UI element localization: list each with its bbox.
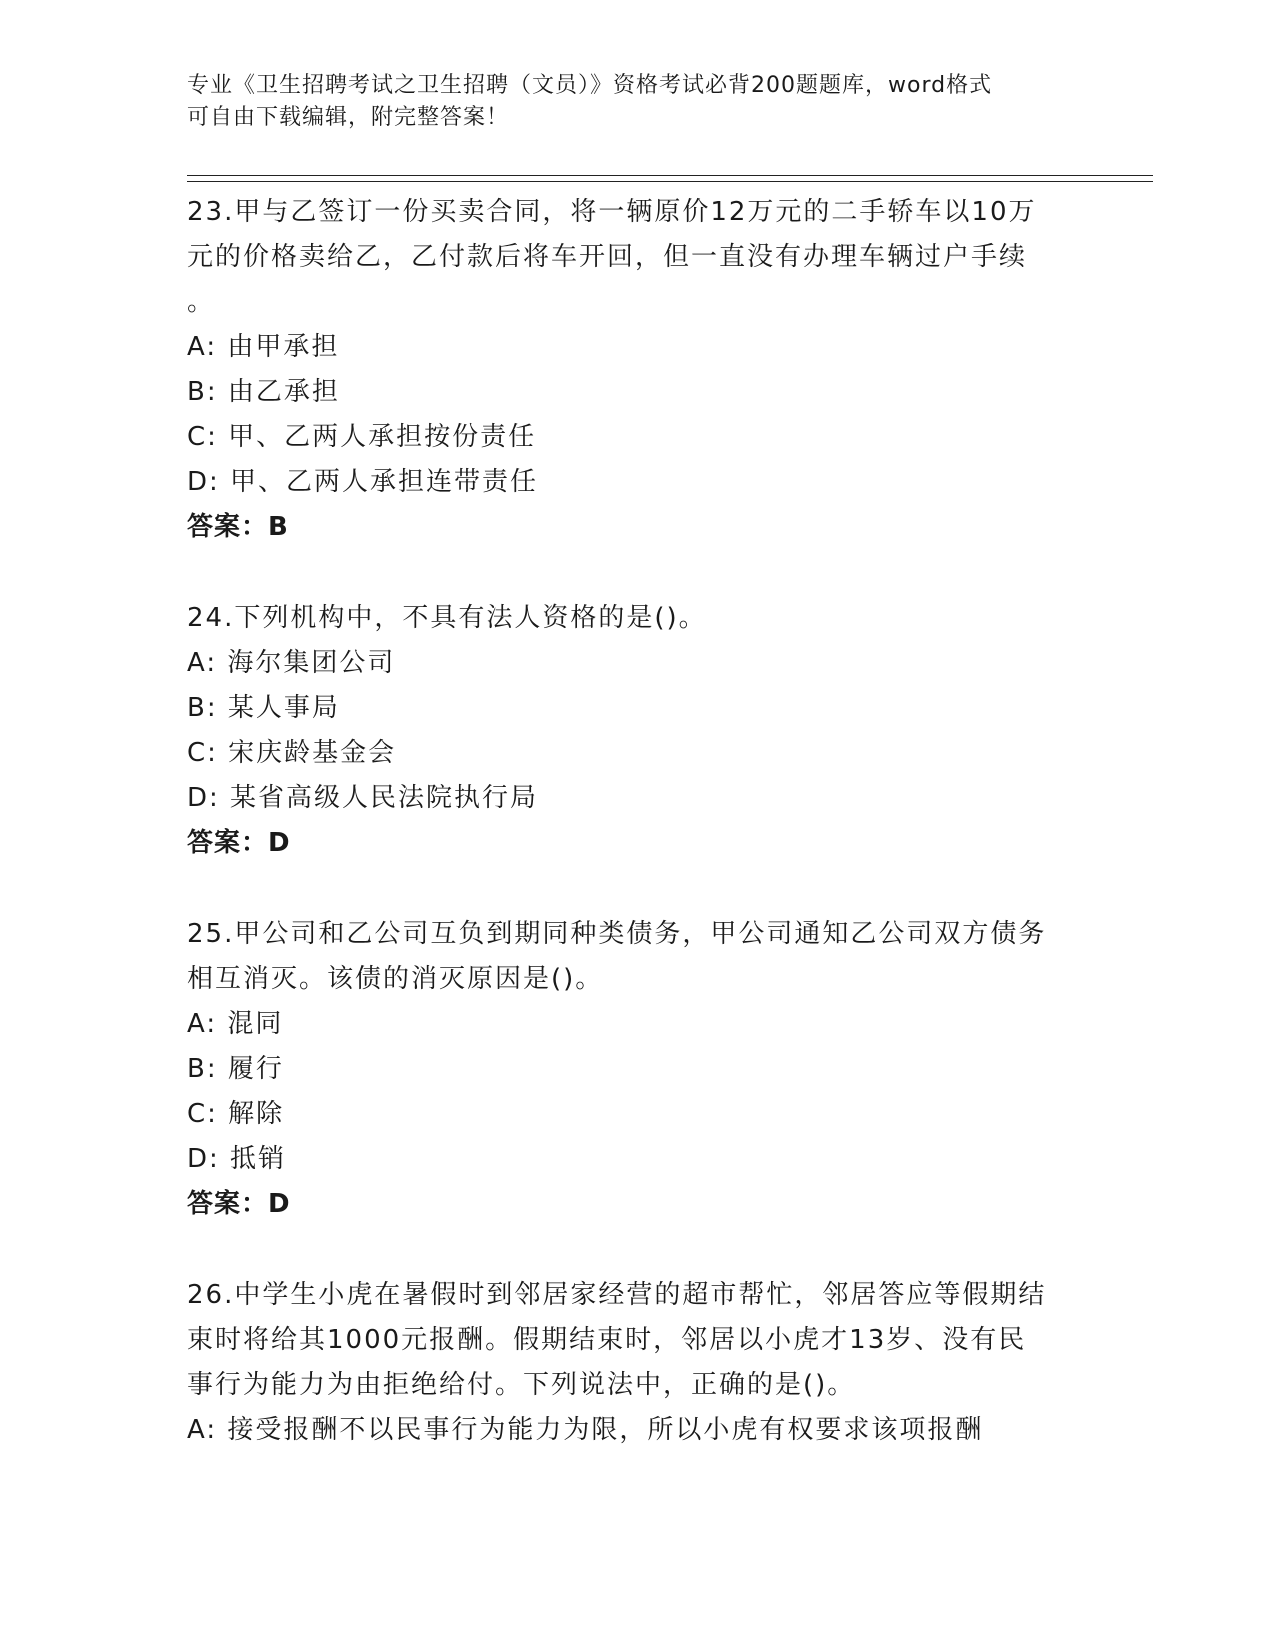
question-24 (187, 596, 1087, 866)
question-stem (187, 912, 1087, 1002)
option-c: C: 宋庆龄基金会 (187, 738, 397, 768)
document-header (187, 70, 1087, 134)
option-b: B: 由乙承担 (187, 377, 340, 407)
header-line-2: 可自由下载编辑，附完整答案！ (187, 105, 510, 130)
answer: 答案：D (187, 828, 291, 858)
stem-line: 24.下列机构中，不具有法人资格的是()。 (187, 603, 707, 633)
stem-line: 。 (187, 287, 216, 317)
option-a: A: 接受报酬不以民事行为能力为限，所以小虎有权要求该项报酬 (187, 1415, 984, 1445)
question-list (187, 190, 1087, 1453)
question-stem (187, 190, 1087, 325)
question-25 (187, 912, 1087, 1227)
stem-line: 26.中学生小虎在暑假时到邻居家经营的超市帮忙，邻居答应等假期结 (187, 1280, 1047, 1310)
option-b: B: 履行 (187, 1054, 284, 1084)
option-d: D: 甲、乙两人承担连带责任 (187, 467, 539, 497)
stem-line: 23.甲与乙签订一份买卖合同，将一辆原价12万元的二手轿车以10万 (187, 197, 1037, 227)
stem-line: 相互消灭。该债的消灭原因是()。 (187, 964, 604, 994)
stem-line: 元的价格卖给乙，乙付款后将车开回，但一直没有办理车辆过户手续 (187, 242, 1028, 272)
option-a: A: 由甲承担 (187, 332, 340, 362)
answer: 答案：B (187, 512, 289, 542)
stem-line: 事行为能力为由拒绝给付。下列说法中，正确的是()。 (187, 1370, 856, 1400)
option-b: B: 某人事局 (187, 693, 340, 723)
question-23 (187, 190, 1087, 550)
option-c: C: 甲、乙两人承担按份责任 (187, 422, 537, 452)
option-d: D: 某省高级人民法院执行局 (187, 783, 539, 813)
question-26 (187, 1273, 1087, 1453)
option-a: A: 混同 (187, 1009, 284, 1039)
option-a: A: 海尔集团公司 (187, 648, 396, 678)
header-line-1: 专业《卫生招聘考试之卫生招聘（文员）》资格考试必背200题题库，word格式 (187, 73, 993, 98)
stem-line: 束时将给其1000元报酬。假期结束时，邻居以小虎才13岁、没有民 (187, 1325, 1027, 1355)
question-stem (187, 1273, 1087, 1408)
stem-line: 25.甲公司和乙公司互负到期同种类债务，甲公司通知乙公司双方债务 (187, 919, 1047, 949)
option-c: C: 解除 (187, 1099, 285, 1129)
option-d: D: 抵销 (187, 1144, 287, 1174)
header-divider-top (187, 175, 1153, 176)
header-divider-bottom (187, 181, 1153, 182)
answer: 答案：D (187, 1189, 291, 1219)
question-stem (187, 596, 1087, 641)
